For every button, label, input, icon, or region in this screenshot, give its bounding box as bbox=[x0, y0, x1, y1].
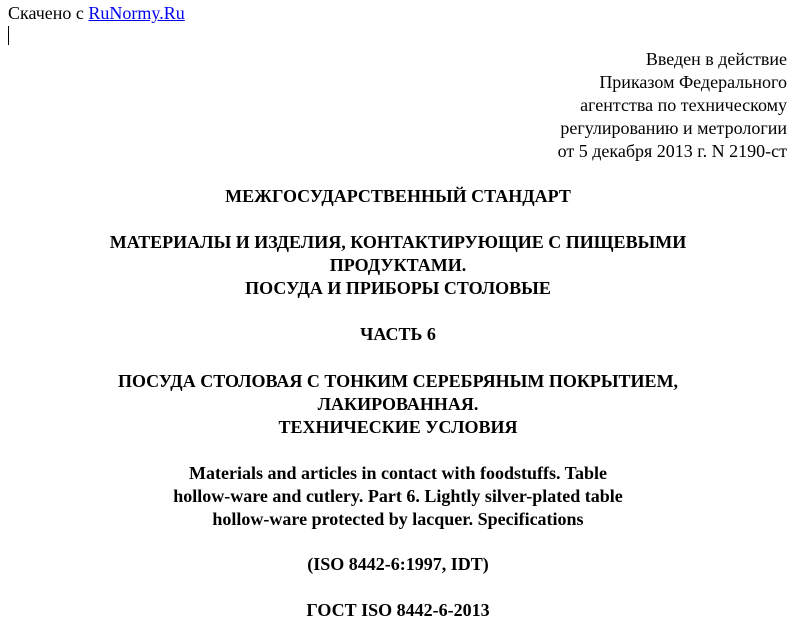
approval-line: Введен в действие bbox=[645, 49, 787, 69]
english-title-line: hollow-ware protected by lacquer. Specifications bbox=[212, 509, 584, 529]
runormy-link[interactable]: RuNormy.Ru bbox=[88, 3, 185, 23]
source-prefix: Скачено с bbox=[8, 3, 84, 23]
title-line: ПОСУДА И ПРИБОРЫ СТОЛОВЫЕ bbox=[245, 278, 551, 298]
english-title-line: Materials and articles in contact with foodstuffs. Table bbox=[189, 463, 607, 483]
standard-type-heading: МЕЖГОСУДАРСТВЕННЫЙ СТАНДАРТ bbox=[225, 186, 571, 206]
part-title-line: ПОСУДА СТОЛОВАЯ С ТОНКИМ СЕРЕБРЯНЫМ ПОКРЫТИЕМ, bbox=[117, 371, 679, 391]
english-title-line: hollow-ware and cutlery. Part 6. Lightly silver-plated table bbox=[173, 486, 623, 506]
iso-reference: (ISO 8442-6:1997, IDT) bbox=[307, 554, 489, 574]
text-cursor bbox=[8, 26, 9, 45]
document-title bbox=[0, 231, 790, 300]
gost-designation: ГОСТ ISO 8442-6-2013 bbox=[306, 600, 490, 620]
approval-block bbox=[558, 48, 787, 163]
part-label: ЧАСТЬ 6 bbox=[360, 324, 436, 344]
part-title-line: ТЕХНИЧЕСКИЕ УСЛОВИЯ bbox=[278, 417, 518, 437]
english-title bbox=[0, 462, 790, 531]
title-line: ПРОДУКТАМИ. bbox=[329, 255, 467, 275]
title-line: МАТЕРИАЛЫ И ИЗДЕЛИЯ, КОНТАКТИРУЮЩИЕ С ПИЩЕВЫМИ bbox=[109, 232, 687, 252]
approval-line: регулированию и метрологии bbox=[560, 118, 787, 138]
approval-line: от 5 декабря 2013 г. N 2190-ст bbox=[557, 141, 787, 161]
approval-line: агентства по техническому bbox=[580, 95, 787, 115]
source-line bbox=[8, 2, 185, 25]
part-title-line: ЛАКИРОВАННАЯ. bbox=[317, 394, 479, 414]
part-title bbox=[0, 370, 790, 439]
approval-line: Приказом Федерального bbox=[599, 72, 787, 92]
